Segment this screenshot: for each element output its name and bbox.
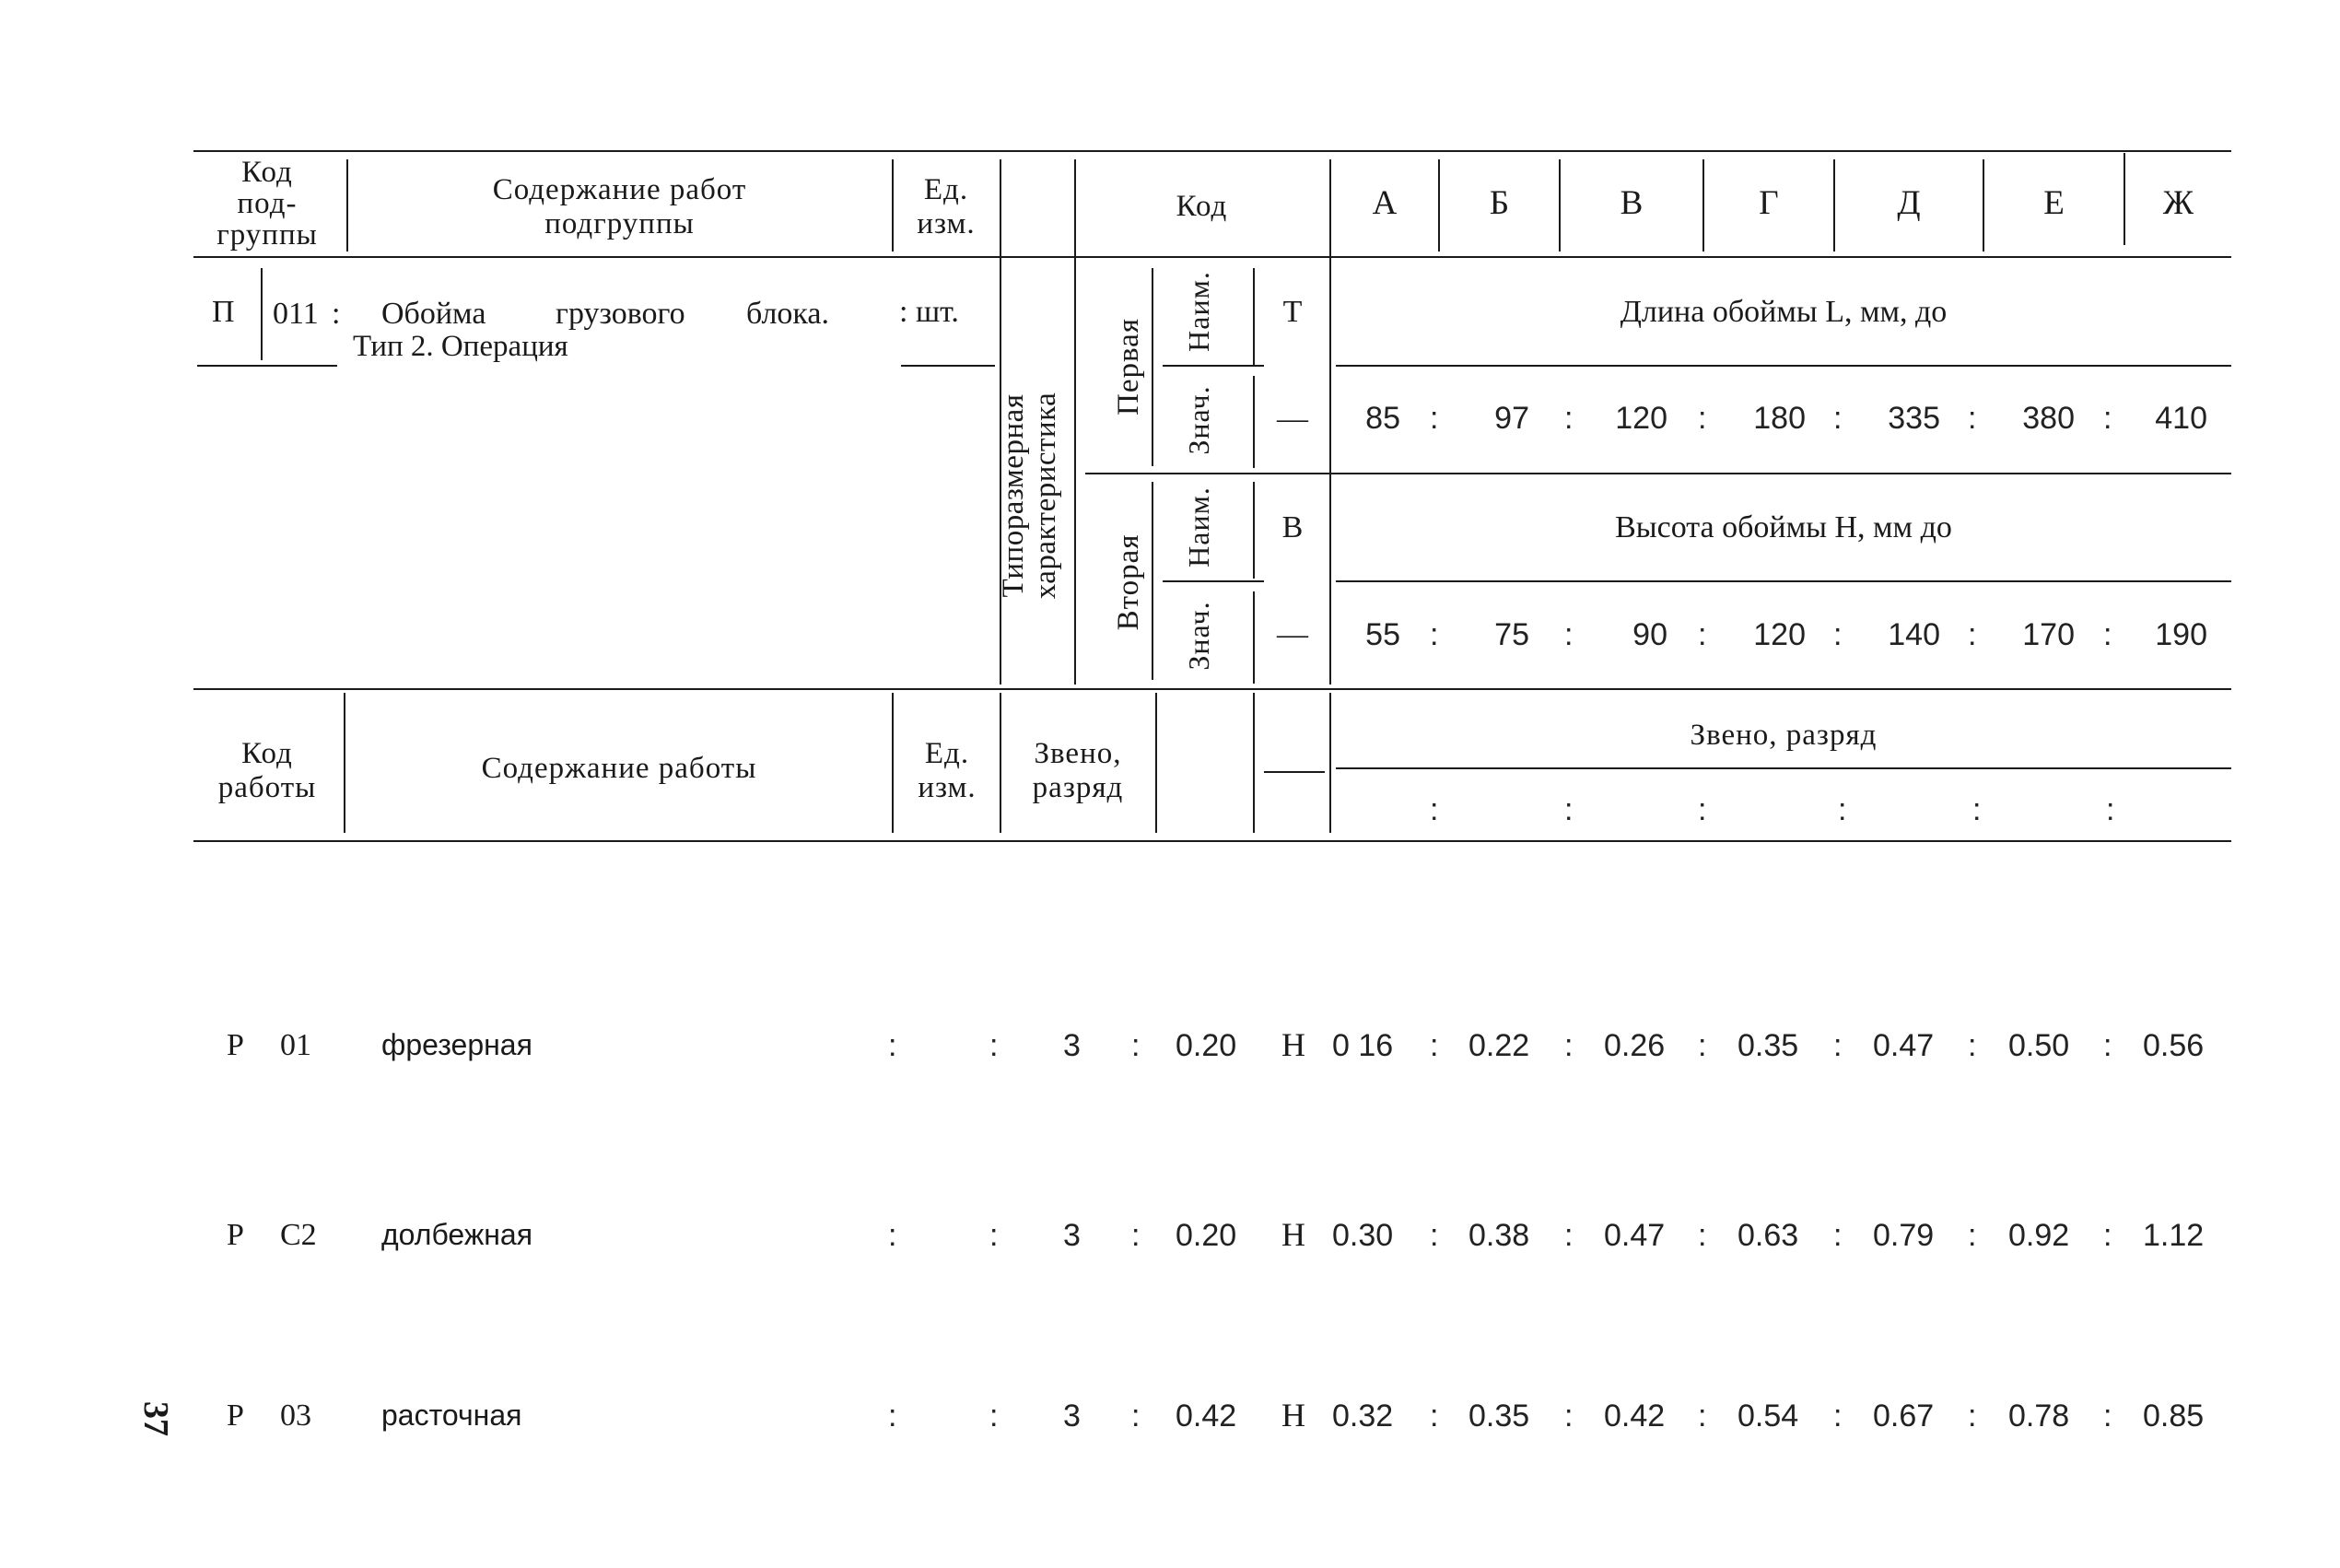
characteristic-first-order: Первая [1112,318,1145,415]
row-name: фрезерная [381,1028,532,1061]
second-value-G: 120 [1753,617,1806,652]
vrule [1152,482,1153,680]
characteristic-second-symbol: В [1281,510,1304,544]
characteristic-first-dash: — [1277,402,1308,436]
vrule [261,268,263,360]
vrule [1152,268,1153,466]
row-value-V: 0.47 [1604,1218,1666,1253]
colon: : [1968,617,1977,652]
characteristic-first-znach: Знач. [1182,385,1215,455]
row-value-D: 0.67 [1873,1398,1935,1433]
row-value-A: 0 16 [1332,1028,1394,1063]
colon: : [1968,401,1977,436]
colon: : [888,1028,897,1063]
first-value-V: 120 [1615,401,1667,436]
row-zveno: 3 [1063,1398,1081,1433]
row-value-E: 0.50 [2008,1028,2070,1063]
colon: : [1430,792,1439,827]
vrule [1155,693,1157,833]
row-code: C2 [280,1218,317,1252]
characteristic-first-naim: Наим. [1182,271,1215,352]
colon: : [1838,792,1847,827]
header-zveno-razryad: Звено, разряд [1032,737,1124,804]
row-value-B: 0.35 [1468,1398,1530,1433]
colon: : [2103,1028,2112,1063]
row-value-A: 0.30 [1332,1218,1394,1253]
characteristic-second-znach: Знач. [1182,601,1215,671]
colon: : [1833,401,1843,436]
grade-header-E: Е [2043,184,2065,222]
colon: : [1972,792,1982,827]
row-mark: Н [1281,1397,1305,1433]
row-value-B: 0.22 [1468,1028,1530,1063]
second-value-B: 75 [1494,617,1529,652]
rule-zveno-right [1336,767,2231,769]
colon: : [2103,617,2112,652]
first-value-A: 85 [1365,401,1400,436]
row-value-Zh: 0.85 [2143,1398,2205,1433]
colon: : [1968,1218,1977,1253]
colon: : [2103,1218,2112,1253]
header-kod: Код [1176,190,1228,223]
second-value-E: 170 [2022,617,2075,652]
characteristic-second-order: Вторая [1112,533,1145,631]
vrule [1074,159,1076,685]
colon: : [888,1398,897,1433]
grade-header-D: Д [1897,184,1921,222]
characteristic-second-dash: — [1277,617,1308,651]
row-value-B: 0.38 [1468,1218,1530,1253]
first-value-G: 180 [1753,401,1806,436]
colon: : [1968,1028,1977,1063]
colon: : [888,1218,897,1253]
subgroup-unit: : шт. [899,295,959,329]
colon: : [1968,1398,1977,1433]
row-name: долбежная [381,1218,533,1251]
colon: : [2103,401,2112,436]
colon: : [1698,1028,1707,1063]
colon: : [1833,1218,1843,1253]
grade-header-V: В [1620,184,1644,222]
colon: : [1430,617,1439,652]
rule-mid [1085,473,2231,474]
vrule [1329,159,1331,685]
colon: : [2103,1398,2112,1433]
rule-second-values [1336,580,2231,582]
first-value-E: 380 [2022,401,2075,436]
vrule [1329,693,1331,833]
row-base: 0.20 [1176,1218,1237,1253]
row-base: 0.20 [1176,1028,1237,1063]
colon: : [1698,617,1707,652]
vrule [344,693,345,833]
row-mark: Н [1281,1026,1305,1063]
vrule [892,159,894,252]
second-value-D: 140 [1888,617,1940,652]
row-value-A: 0.32 [1332,1398,1394,1433]
colon: : [989,1398,999,1433]
vrule [1253,693,1255,833]
subgroup-name-word1: Обойма [381,297,486,331]
rule-top [193,150,2231,152]
header-zveno-razryad-grades: Звено, разряд [1690,719,1878,752]
grade-header-A: А [1372,184,1398,222]
colon: : [1131,1398,1141,1433]
row-code: 03 [280,1398,311,1433]
characteristic-first-title: Длина обоймы L, мм, до [1620,295,1948,329]
row-code: 01 [280,1028,311,1062]
subgroup-name-word3: блока. [746,297,830,331]
grade-header-Zh: Ж [2162,184,2194,222]
grade-header-G: Г [1759,184,1779,222]
colon: : [1564,1398,1574,1433]
header-kod-podgruppy: Код под- группы [216,156,318,252]
colon: : [1833,1398,1843,1433]
row-letter: Р [227,1028,244,1062]
row-value-V: 0.26 [1604,1028,1666,1063]
colon: : [1564,1028,1574,1063]
colon: : [1564,1218,1574,1253]
first-value-Zh: 410 [2155,401,2207,436]
colon: : [1564,617,1574,652]
colon: : [1131,1218,1141,1253]
first-value-D: 335 [1888,401,1940,436]
colon: : [1698,401,1707,436]
colon: : [989,1028,999,1063]
subgroup-letter: П [212,295,235,329]
second-value-Zh: 190 [2155,617,2207,652]
page-number: 37 [136,1401,175,1436]
colon: : [1833,617,1843,652]
colon: : [1698,1398,1707,1433]
grade-header-B: Б [1489,184,1510,222]
row-letter: Р [227,1398,244,1433]
colon: : [989,1218,999,1253]
first-value-B: 97 [1494,401,1529,436]
second-value-A: 55 [1365,617,1400,652]
header-ed-izm: Ед. изм. [917,173,976,240]
subgroup-name-word2: грузового [556,297,685,331]
colon: : [1564,401,1574,436]
row-mark: Н [1281,1216,1305,1253]
row-value-V: 0.42 [1604,1398,1666,1433]
colon: : [1430,1028,1439,1063]
rule-subgroup-left2 [267,365,337,367]
rule-work-header-bottom [193,840,2231,842]
row-value-G: 0.35 [1737,1028,1799,1063]
colon: : [1698,1218,1707,1253]
colon: : [2106,792,2115,827]
row-value-D: 0.79 [1873,1218,1935,1253]
rule-zveno [1264,771,1325,773]
colon: : [1564,792,1574,827]
vrule [1253,591,1255,684]
row-zveno: 3 [1063,1028,1081,1063]
colon: : [1430,1218,1439,1253]
second-value-V: 90 [1632,617,1667,652]
characteristic-second-naim: Наим. [1182,486,1215,568]
colon: : [1698,792,1707,827]
header-kod-raboty: Код работы [217,737,317,804]
row-value-D: 0.47 [1873,1028,1935,1063]
tiporazmer-label: Типоразмерная характеристика [997,392,1062,600]
row-value-G: 0.63 [1737,1218,1799,1253]
colon: : [1131,1028,1141,1063]
subgroup-name-line2: Тип 2. Операция [353,330,568,363]
row-zveno: 3 [1063,1218,1081,1253]
rule-unit [901,365,995,367]
vrule [1253,482,1255,579]
header-soderzhanie-raboty: Содержание работы [481,752,757,785]
colon: : [1833,1028,1843,1063]
colon: : [1430,1398,1439,1433]
colon: : [1430,401,1439,436]
vrule [346,159,348,252]
subgroup-sep: : [332,297,341,331]
characteristic-first-symbol: Т [1282,295,1303,329]
row-value-E: 0.78 [2008,1398,2070,1433]
row-name: расточная [381,1398,522,1432]
row-value-E: 0.92 [2008,1218,2070,1253]
header-work-ed-izm: Ед. изм. [918,737,977,804]
subgroup-code: 011 [273,297,319,331]
vrule [1253,268,1255,365]
row-letter: Р [227,1218,244,1252]
row-value-Zh: 0.56 [2143,1028,2205,1063]
row-value-Zh: 1.12 [2143,1218,2205,1253]
header-soderzhanie-podgruppy: Содержание работ подгруппы [492,173,747,240]
row-value-G: 0.54 [1737,1398,1799,1433]
rule-first-values [1336,365,2231,367]
vrule [1253,376,1255,468]
vrule [892,693,894,833]
characteristic-second-title: Высота обоймы H, мм до [1615,510,1952,544]
vrule [1000,693,1001,833]
row-base: 0.42 [1176,1398,1237,1433]
